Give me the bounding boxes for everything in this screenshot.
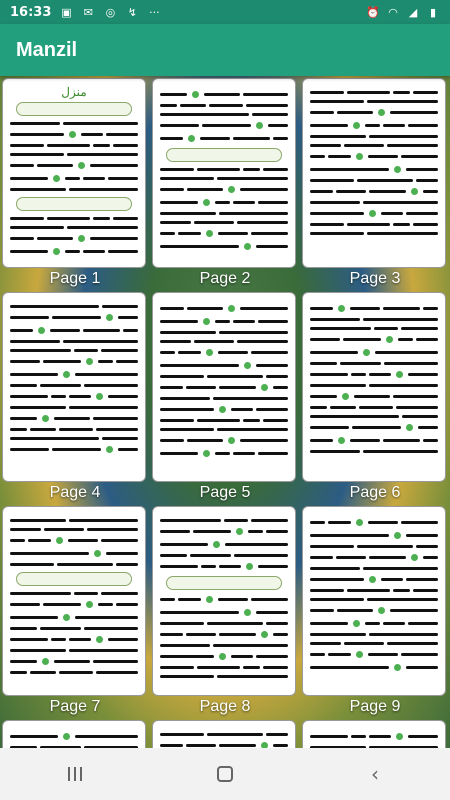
text-line xyxy=(10,636,138,643)
text-line xyxy=(10,563,138,566)
verse-marker xyxy=(394,532,401,539)
text-line xyxy=(310,415,438,418)
text-line xyxy=(310,201,438,204)
verse-marker xyxy=(353,620,360,627)
text-line xyxy=(310,223,438,226)
page-label: Page 8 xyxy=(199,698,251,715)
text-line xyxy=(10,649,138,652)
verse-marker xyxy=(378,607,385,614)
verse-marker xyxy=(86,358,93,365)
manzil-title-ornament: منزل xyxy=(61,85,87,99)
text-line xyxy=(10,437,138,440)
text-line xyxy=(310,406,438,409)
text-line xyxy=(160,609,288,616)
text-line xyxy=(160,528,288,535)
text-line xyxy=(10,519,138,522)
verse-marker xyxy=(188,135,195,142)
home-button[interactable] xyxy=(195,754,255,794)
page-grid-scroll[interactable] xyxy=(0,76,450,748)
verse-marker xyxy=(261,631,268,638)
battery-icon: ▮ xyxy=(429,5,437,19)
verse-marker xyxy=(356,519,363,526)
missed-call-icon: ↯ xyxy=(127,5,137,19)
text-line xyxy=(10,153,138,156)
text-line xyxy=(310,545,438,548)
text-line xyxy=(310,633,438,636)
text-line xyxy=(310,519,438,526)
text-line xyxy=(160,666,288,669)
text-line xyxy=(310,384,438,387)
verse-marker xyxy=(96,393,103,400)
verse-marker xyxy=(338,437,345,444)
text-line xyxy=(160,168,288,171)
verse-marker xyxy=(203,318,210,325)
text-line xyxy=(160,631,288,638)
text-line xyxy=(160,519,288,522)
text-line xyxy=(10,314,138,321)
text-line xyxy=(310,91,438,94)
text-line xyxy=(10,217,138,220)
verse-marker xyxy=(261,384,268,391)
verse-marker xyxy=(356,153,363,160)
text-line xyxy=(10,349,138,352)
verse-marker xyxy=(378,109,385,116)
text-line xyxy=(10,550,138,557)
wifi-icon: ◠ xyxy=(388,5,398,19)
text-line xyxy=(160,428,288,431)
text-line xyxy=(160,554,288,557)
text-line xyxy=(310,554,438,561)
text-line xyxy=(310,642,438,645)
text-line xyxy=(10,415,138,422)
verse-marker xyxy=(78,162,85,169)
text-line xyxy=(10,528,138,531)
app-bar xyxy=(0,24,450,76)
text-line xyxy=(10,627,138,630)
page-label: Page 4 xyxy=(49,484,101,501)
text-line xyxy=(160,644,288,647)
verse-marker xyxy=(244,362,251,369)
verse-marker xyxy=(42,658,49,665)
verse-marker xyxy=(63,371,70,378)
text-line xyxy=(10,175,138,182)
text-line xyxy=(10,406,138,409)
verse-marker xyxy=(213,541,220,548)
text-line xyxy=(160,186,288,193)
text-line xyxy=(160,622,288,625)
text-line xyxy=(310,349,438,356)
verse-marker xyxy=(256,122,263,129)
text-line xyxy=(160,384,288,391)
text-line xyxy=(310,424,438,431)
text-line xyxy=(10,592,138,595)
verse-marker xyxy=(96,636,103,643)
page-thumbnail[interactable] xyxy=(152,720,296,748)
verse-marker xyxy=(206,230,213,237)
whatsapp-icon: ◎ xyxy=(105,5,116,19)
verse-marker xyxy=(206,596,213,603)
verse-marker xyxy=(356,651,363,658)
text-line xyxy=(160,199,288,206)
text-line xyxy=(310,607,438,614)
text-line xyxy=(310,598,438,601)
text-line xyxy=(160,675,288,678)
text-line xyxy=(310,620,438,627)
page-thumbnail[interactable] xyxy=(2,292,146,482)
text-line xyxy=(160,305,288,312)
image-icon: ▣ xyxy=(61,5,72,19)
text-line xyxy=(160,733,288,736)
verse-marker xyxy=(219,653,226,660)
text-line xyxy=(10,162,138,169)
text-line xyxy=(310,371,438,378)
text-line xyxy=(310,188,438,195)
more-dots-icon: ··· xyxy=(149,5,160,19)
verse-marker xyxy=(228,305,235,312)
page-label: Page 9 xyxy=(349,698,401,715)
text-line xyxy=(160,318,288,325)
text-line xyxy=(310,153,438,160)
text-line xyxy=(310,327,438,330)
recents-icon xyxy=(68,767,82,781)
text-line xyxy=(10,371,138,378)
text-line xyxy=(310,589,438,592)
verse-marker xyxy=(56,537,63,544)
text-line xyxy=(160,406,288,413)
text-line xyxy=(10,358,138,365)
text-line xyxy=(310,393,438,400)
text-line xyxy=(160,450,288,457)
verse-marker xyxy=(342,393,349,400)
text-line xyxy=(310,532,438,539)
page-label: Page 3 xyxy=(349,270,401,287)
text-line xyxy=(310,362,438,365)
verse-marker xyxy=(203,199,210,206)
verse-marker xyxy=(411,188,418,195)
verse-marker xyxy=(94,550,101,557)
text-line xyxy=(160,91,288,98)
text-line xyxy=(160,113,288,116)
verse-marker xyxy=(63,614,70,621)
text-line xyxy=(160,419,288,422)
page-label: Page 7 xyxy=(49,698,101,715)
text-line xyxy=(310,437,438,444)
verse-marker xyxy=(78,235,85,242)
text-line xyxy=(310,109,438,116)
page-thumbnail[interactable] xyxy=(302,292,446,482)
text-line xyxy=(10,614,138,621)
verse-marker xyxy=(406,424,413,431)
signal-icon: ◢ xyxy=(408,5,418,19)
text-line xyxy=(310,166,438,173)
page-thumbnail[interactable] xyxy=(2,720,146,748)
verse-marker xyxy=(42,415,49,422)
text-line xyxy=(10,235,138,242)
verse-marker xyxy=(192,91,199,98)
verse-marker xyxy=(38,327,45,334)
text-line xyxy=(160,563,288,570)
bismillah-header xyxy=(16,102,132,116)
verse-marker xyxy=(394,664,401,671)
text-line xyxy=(10,537,138,544)
alarm-icon: ⏰ xyxy=(366,5,380,19)
home-icon xyxy=(217,766,233,782)
text-line xyxy=(10,733,138,740)
verse-marker xyxy=(106,446,113,453)
text-line xyxy=(310,122,438,129)
verse-marker xyxy=(394,166,401,173)
text-line xyxy=(10,601,138,608)
text-line xyxy=(10,248,138,255)
text-line xyxy=(310,567,438,570)
text-line xyxy=(160,230,288,237)
text-line xyxy=(310,733,438,740)
page-thumbnail[interactable] xyxy=(152,78,296,268)
back-icon: ‹ xyxy=(371,762,379,786)
page-label: Page 5 xyxy=(199,484,251,501)
verse-marker xyxy=(338,305,345,312)
text-line xyxy=(10,144,138,147)
page-label: Page 6 xyxy=(349,484,401,501)
verse-marker xyxy=(206,349,213,356)
verse-marker xyxy=(219,406,226,413)
page-thumbnail[interactable] xyxy=(2,78,146,268)
text-line xyxy=(160,104,288,107)
text-line xyxy=(310,576,438,583)
page-label: Page 2 xyxy=(199,270,251,287)
text-line xyxy=(160,596,288,603)
verse-marker xyxy=(236,528,243,535)
text-line xyxy=(160,135,288,142)
page-thumbnail[interactable] xyxy=(302,720,446,748)
back-button[interactable] xyxy=(345,754,405,794)
verse-marker xyxy=(69,131,76,138)
text-line xyxy=(310,318,438,321)
navigation-bar xyxy=(0,748,450,800)
verse-marker xyxy=(53,248,60,255)
surah-header xyxy=(166,148,282,162)
text-line xyxy=(160,362,288,369)
page-thumbnail[interactable] xyxy=(2,506,146,696)
verse-marker xyxy=(53,175,60,182)
text-line xyxy=(310,651,438,658)
surah-header xyxy=(16,197,132,211)
text-line xyxy=(10,327,138,334)
status-time: 16:33 xyxy=(10,4,52,20)
text-line xyxy=(10,188,138,191)
text-line xyxy=(160,653,288,660)
verse-marker xyxy=(63,733,70,740)
verse-marker xyxy=(244,243,251,250)
text-line xyxy=(160,331,288,334)
text-line xyxy=(310,210,438,217)
verse-marker xyxy=(353,122,360,129)
text-line xyxy=(10,122,138,125)
recents-button[interactable] xyxy=(45,754,105,794)
text-line xyxy=(310,664,438,671)
text-line xyxy=(160,437,288,444)
text-line xyxy=(160,221,288,224)
verse-marker xyxy=(386,336,393,343)
text-line xyxy=(310,336,438,343)
verse-marker xyxy=(369,576,376,583)
text-line xyxy=(160,340,288,343)
text-line xyxy=(10,428,138,431)
verse-marker xyxy=(244,609,251,616)
verse-marker xyxy=(228,186,235,193)
text-line xyxy=(10,226,138,229)
page-thumbnail[interactable] xyxy=(152,506,296,696)
text-line xyxy=(10,446,138,453)
text-line xyxy=(310,305,438,312)
verse-marker xyxy=(396,733,403,740)
text-line xyxy=(310,450,438,453)
text-line xyxy=(160,541,288,548)
verse-marker xyxy=(246,563,253,570)
text-line xyxy=(160,122,288,129)
app-title: Manzil xyxy=(16,38,78,61)
text-line xyxy=(10,384,138,387)
verse-marker xyxy=(203,450,210,457)
text-line xyxy=(310,232,438,235)
page-label: Page 1 xyxy=(49,270,101,287)
text-line xyxy=(160,212,288,215)
text-line xyxy=(310,100,438,103)
status-bar xyxy=(0,0,450,24)
surah-header xyxy=(166,576,282,590)
text-line xyxy=(10,658,138,665)
verse-marker xyxy=(411,554,418,561)
text-line xyxy=(310,144,438,147)
text-line xyxy=(160,349,288,356)
surah-header xyxy=(16,572,132,586)
text-line xyxy=(10,305,138,308)
message-icon: ✉ xyxy=(83,5,93,19)
text-line xyxy=(160,375,288,378)
verse-marker xyxy=(369,210,376,217)
verse-marker xyxy=(106,314,113,321)
verse-marker xyxy=(396,371,403,378)
text-line xyxy=(160,177,288,180)
page-thumbnail[interactable] xyxy=(302,78,446,268)
text-line xyxy=(10,671,138,674)
page-thumbnail[interactable] xyxy=(302,506,446,696)
text-line xyxy=(10,340,138,343)
text-line xyxy=(160,397,288,400)
verse-marker xyxy=(363,349,370,356)
text-line xyxy=(10,393,138,400)
verse-marker xyxy=(228,437,235,444)
text-line xyxy=(10,131,138,138)
text-line xyxy=(310,179,438,182)
verse-marker xyxy=(86,601,93,608)
page-thumbnail[interactable] xyxy=(152,292,296,482)
text-line xyxy=(160,243,288,250)
text-line xyxy=(310,135,438,138)
